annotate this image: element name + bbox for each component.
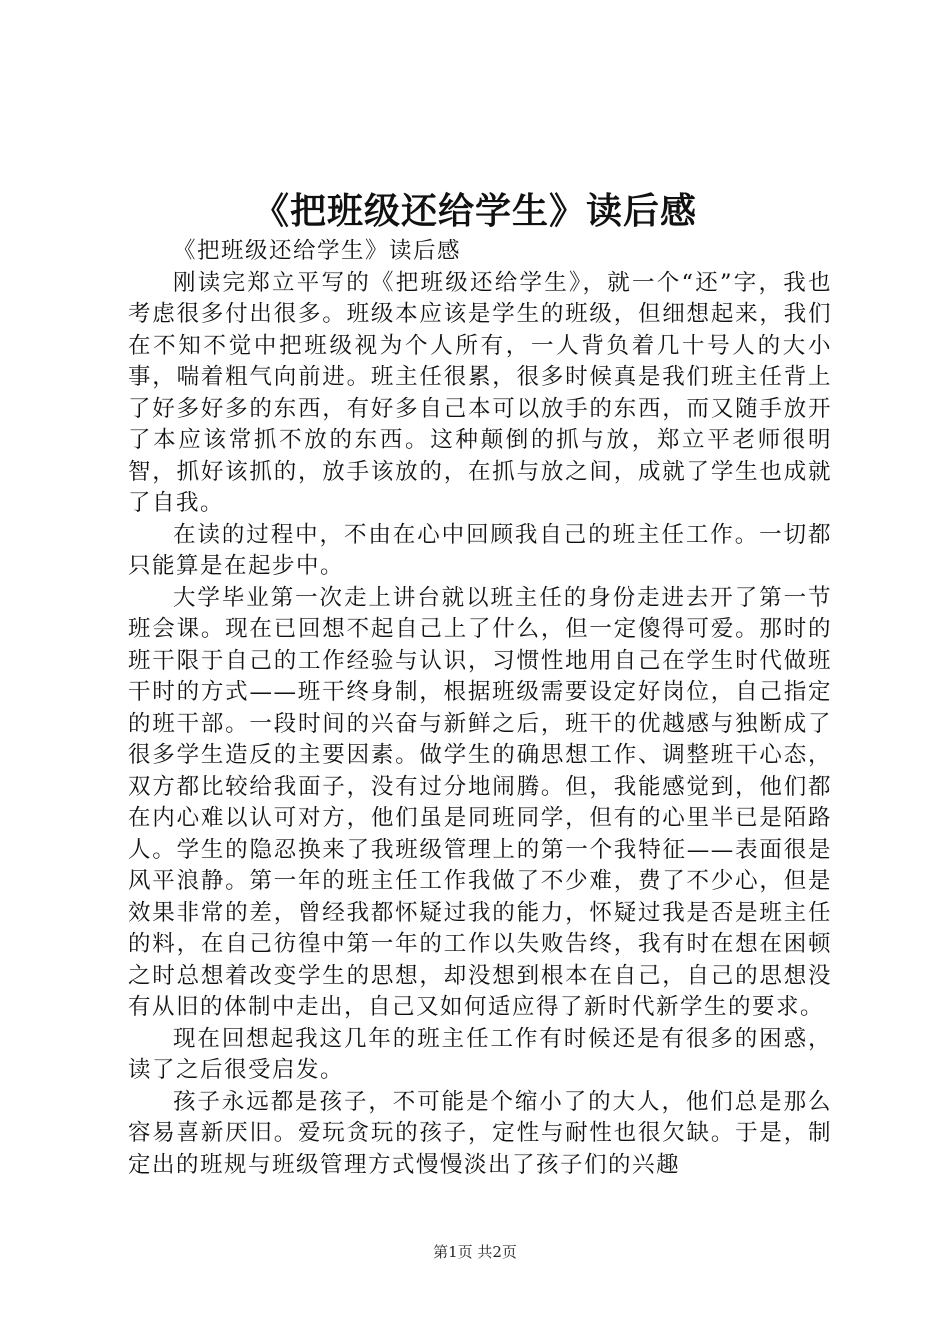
paragraph: 孩子永远都是孩子，不可能是个缩小了的大人，他们总是那么容易喜新厌旧。爱玩贪玩的孩子，定性与耐性也很欠缺。于是，制定出的班规与班级管理方式慢慢淡出了孩子们的兴趣: [128, 1088, 832, 1178]
paragraph-subtitle: 《把班级还给学生》读后感: [173, 238, 462, 264]
page-footer: 第1页 共2页: [433, 1243, 517, 1261]
paragraph: 刚读完郑立平写的《把班级还给学生》，就一个“还”字，我也考虑很多付出很多。班级本应该是学生的班级，但细想起来，我们在不知不觉中把班级视为个人所有，一人背负着几十号人的大小事，喘着粗气向前进。班主任很累，很多时候真是我们班主任背上了好多好多的东西，有好多自己本可以放手的东西，而又随手放开了本应该常抓不放的东西。这种颠倒的抓与放，郑立平老师很明智，抓好该抓的，放手该放的，在抓与放之间，成就了学生也成就了自我。: [128, 269, 832, 516]
document-title: 《把班级还给学生》读后感: [252, 190, 697, 232]
paragraph: 在读的过程中，不由在心中回顾我自己的班主任工作。一切都只能算是在起步中。: [128, 521, 832, 579]
paragraph: 大学毕业第一次走上讲台就以班主任的身份走进去开了第一节班会课。现在已回想不起自己上了什么，但一定傻得可爱。那时的班干限于自己的工作经验与认识，习惯性地用自己在学生时代做班干时的方式——班干终身制，根据班级需要设定好岗位，自己指定的班干部。一段时间的兴奋与新鲜之后，班干的优越感与独断成了很多学生造反的主要因素。做学生的确思想工作、调整班干心态，双方都比较给我面子，没有过分地闹腾。但，我能感觉到，他们都在内心难以认可对方，他们虽是同班同学，但有的心里半已是陌路人。学生的隐忍换来了我班级管理上的第一个我特征——表面很是风平浪静。第一年的班主任工作我做了不少难，费了不少心，但是效果非常的差，曾经我都怀疑过我的能力，怀疑过我是否是班主任的料，在自己彷徨中第一年的工作以失败告终，我有时在想在困顿之时总想着改变学生的思想，却没想到根本在自己，自己的思想没有从旧的体制中走出，自己又如何适应得了新时代新学生的要求。: [128, 584, 832, 1020]
paragraph: 现在回想起我这几年的班主任工作有时候还是有很多的困惑，读了之后很受启发。: [128, 1025, 832, 1083]
document-body: [128, 236, 832, 1181]
